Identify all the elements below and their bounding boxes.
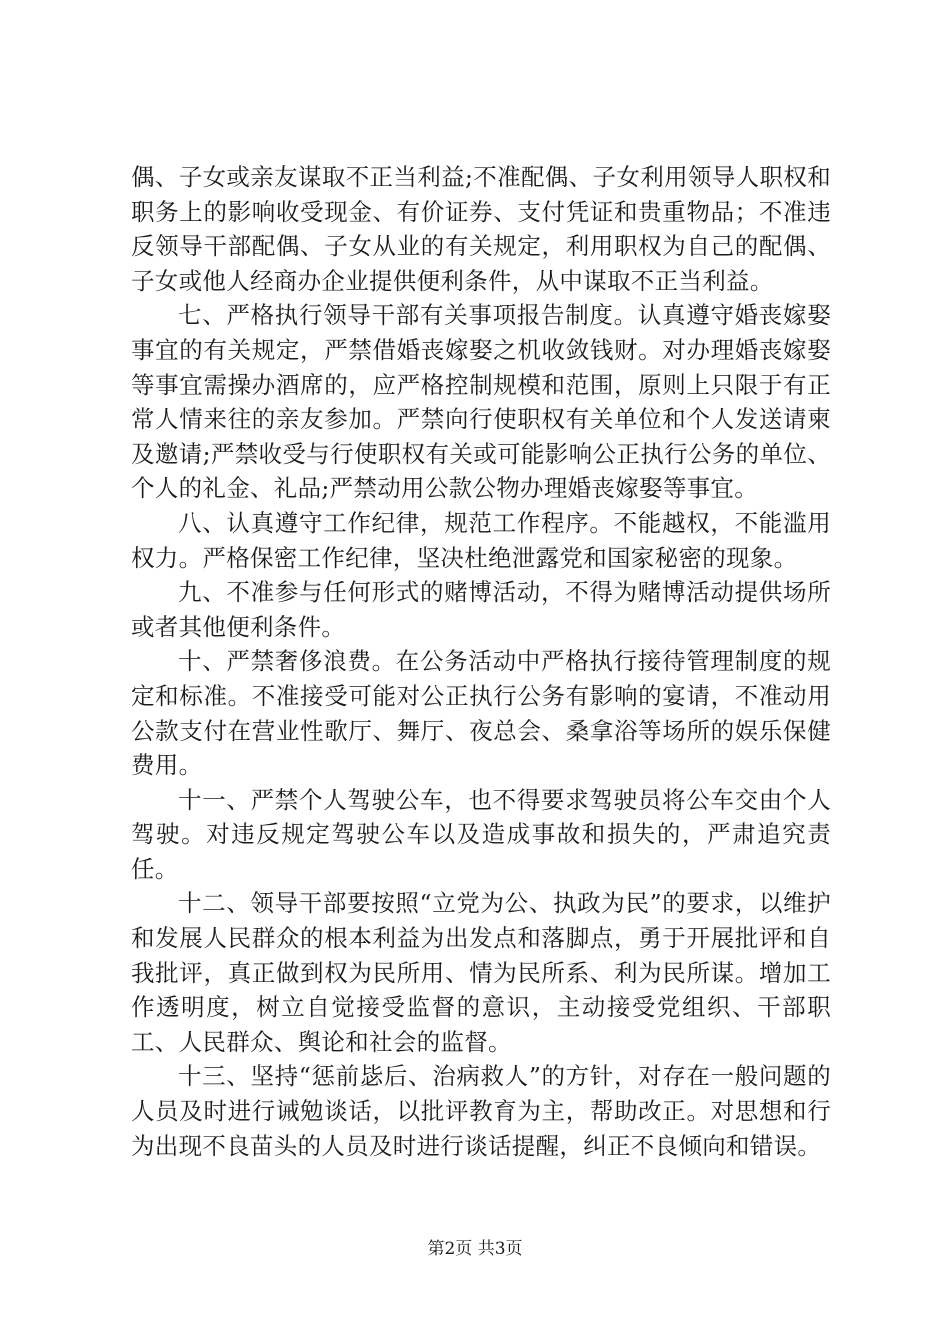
paragraph-item-8: 八、认真遵守工作纪律，规范工作程序。不能越权，不能滥用权力。严格保密工作纪律，坚决杜绝泄露党和国家秘密的现象。	[131, 508, 831, 572]
paragraph-item-10: 十、严禁奢侈浪费。在公务活动中严格执行接待管理制度的规定和标准。不准接受可能对公正执行公务有影响的宴请，不准动用公款支付在营业性歌厅、舞厅、夜总会、桑拿浴等场所的娱乐保健费用。	[131, 647, 831, 780]
paragraph-item-13: 十三、坚持“惩前毖后、治病救人”的方针，对存在一般问题的人员及时进行诫勉谈话，以批评教育为主，帮助改正。对思想和行为出现不良苗头的人员及时进行谈话提醒，纠正不良倾向和错误。	[131, 1062, 831, 1160]
page-number-footer: 第2页 共3页	[427, 1239, 523, 1259]
document-body	[131, 160, 831, 1163]
paragraph-item-9: 九、不准参与任何形式的赌博活动，不得为赌博活动提供场所或者其他便利条件。	[131, 578, 831, 641]
paragraph-continued: 偶、子女或亲友谋取不正当利益;不准配偶、子女利用领导人职权和职务上的影响收受现金、有价证券、支付凭证和贵重物品；不准违反领导干部配偶、子女从业的有关规定，利用职权为自己的配偶、子女或他人经商办企业提供便利条件，从中谋取不正当利益。	[131, 163, 831, 295]
paragraph-item-12: 十二、领导干部要按照“立党为公、执政为民”的要求，以维护和发展人民群众的根本利益为出发点和落脚点，勇于开展批评和自我批评，真正做到权为民所用、情为民所系、利为民所谋。增加工作透明度，树立自觉接受监督的意识，主动接受党组织、干部职工、人民群众、舆论和社会的监督。	[131, 889, 831, 1056]
paragraph-item-11: 十一、严禁个人驾驶公车，也不得要求驾驶员将公车交由个人驾驶。对违反规定驾驶公车以及造成事故和损失的，严肃追究责任。	[131, 785, 831, 883]
paragraph-item-7: 七、严格执行领导干部有关事项报告制度。认真遵守婚丧嫁娶事宜的有关规定，严禁借婚丧嫁娶之机收敛钱财。对办理婚丧嫁娶等事宜需操办酒席的，应严格控制规模和范围，原则上只限于有正常人情来往的亲友参加。严禁向行使职权有关单位和个人发送请柬及邀请;严禁收受与行使职权有关或可能影响公正执行公务的单位、个人的礼金、礼品;严禁动用公款公物办理婚丧嫁娶等事宜。	[131, 301, 831, 503]
